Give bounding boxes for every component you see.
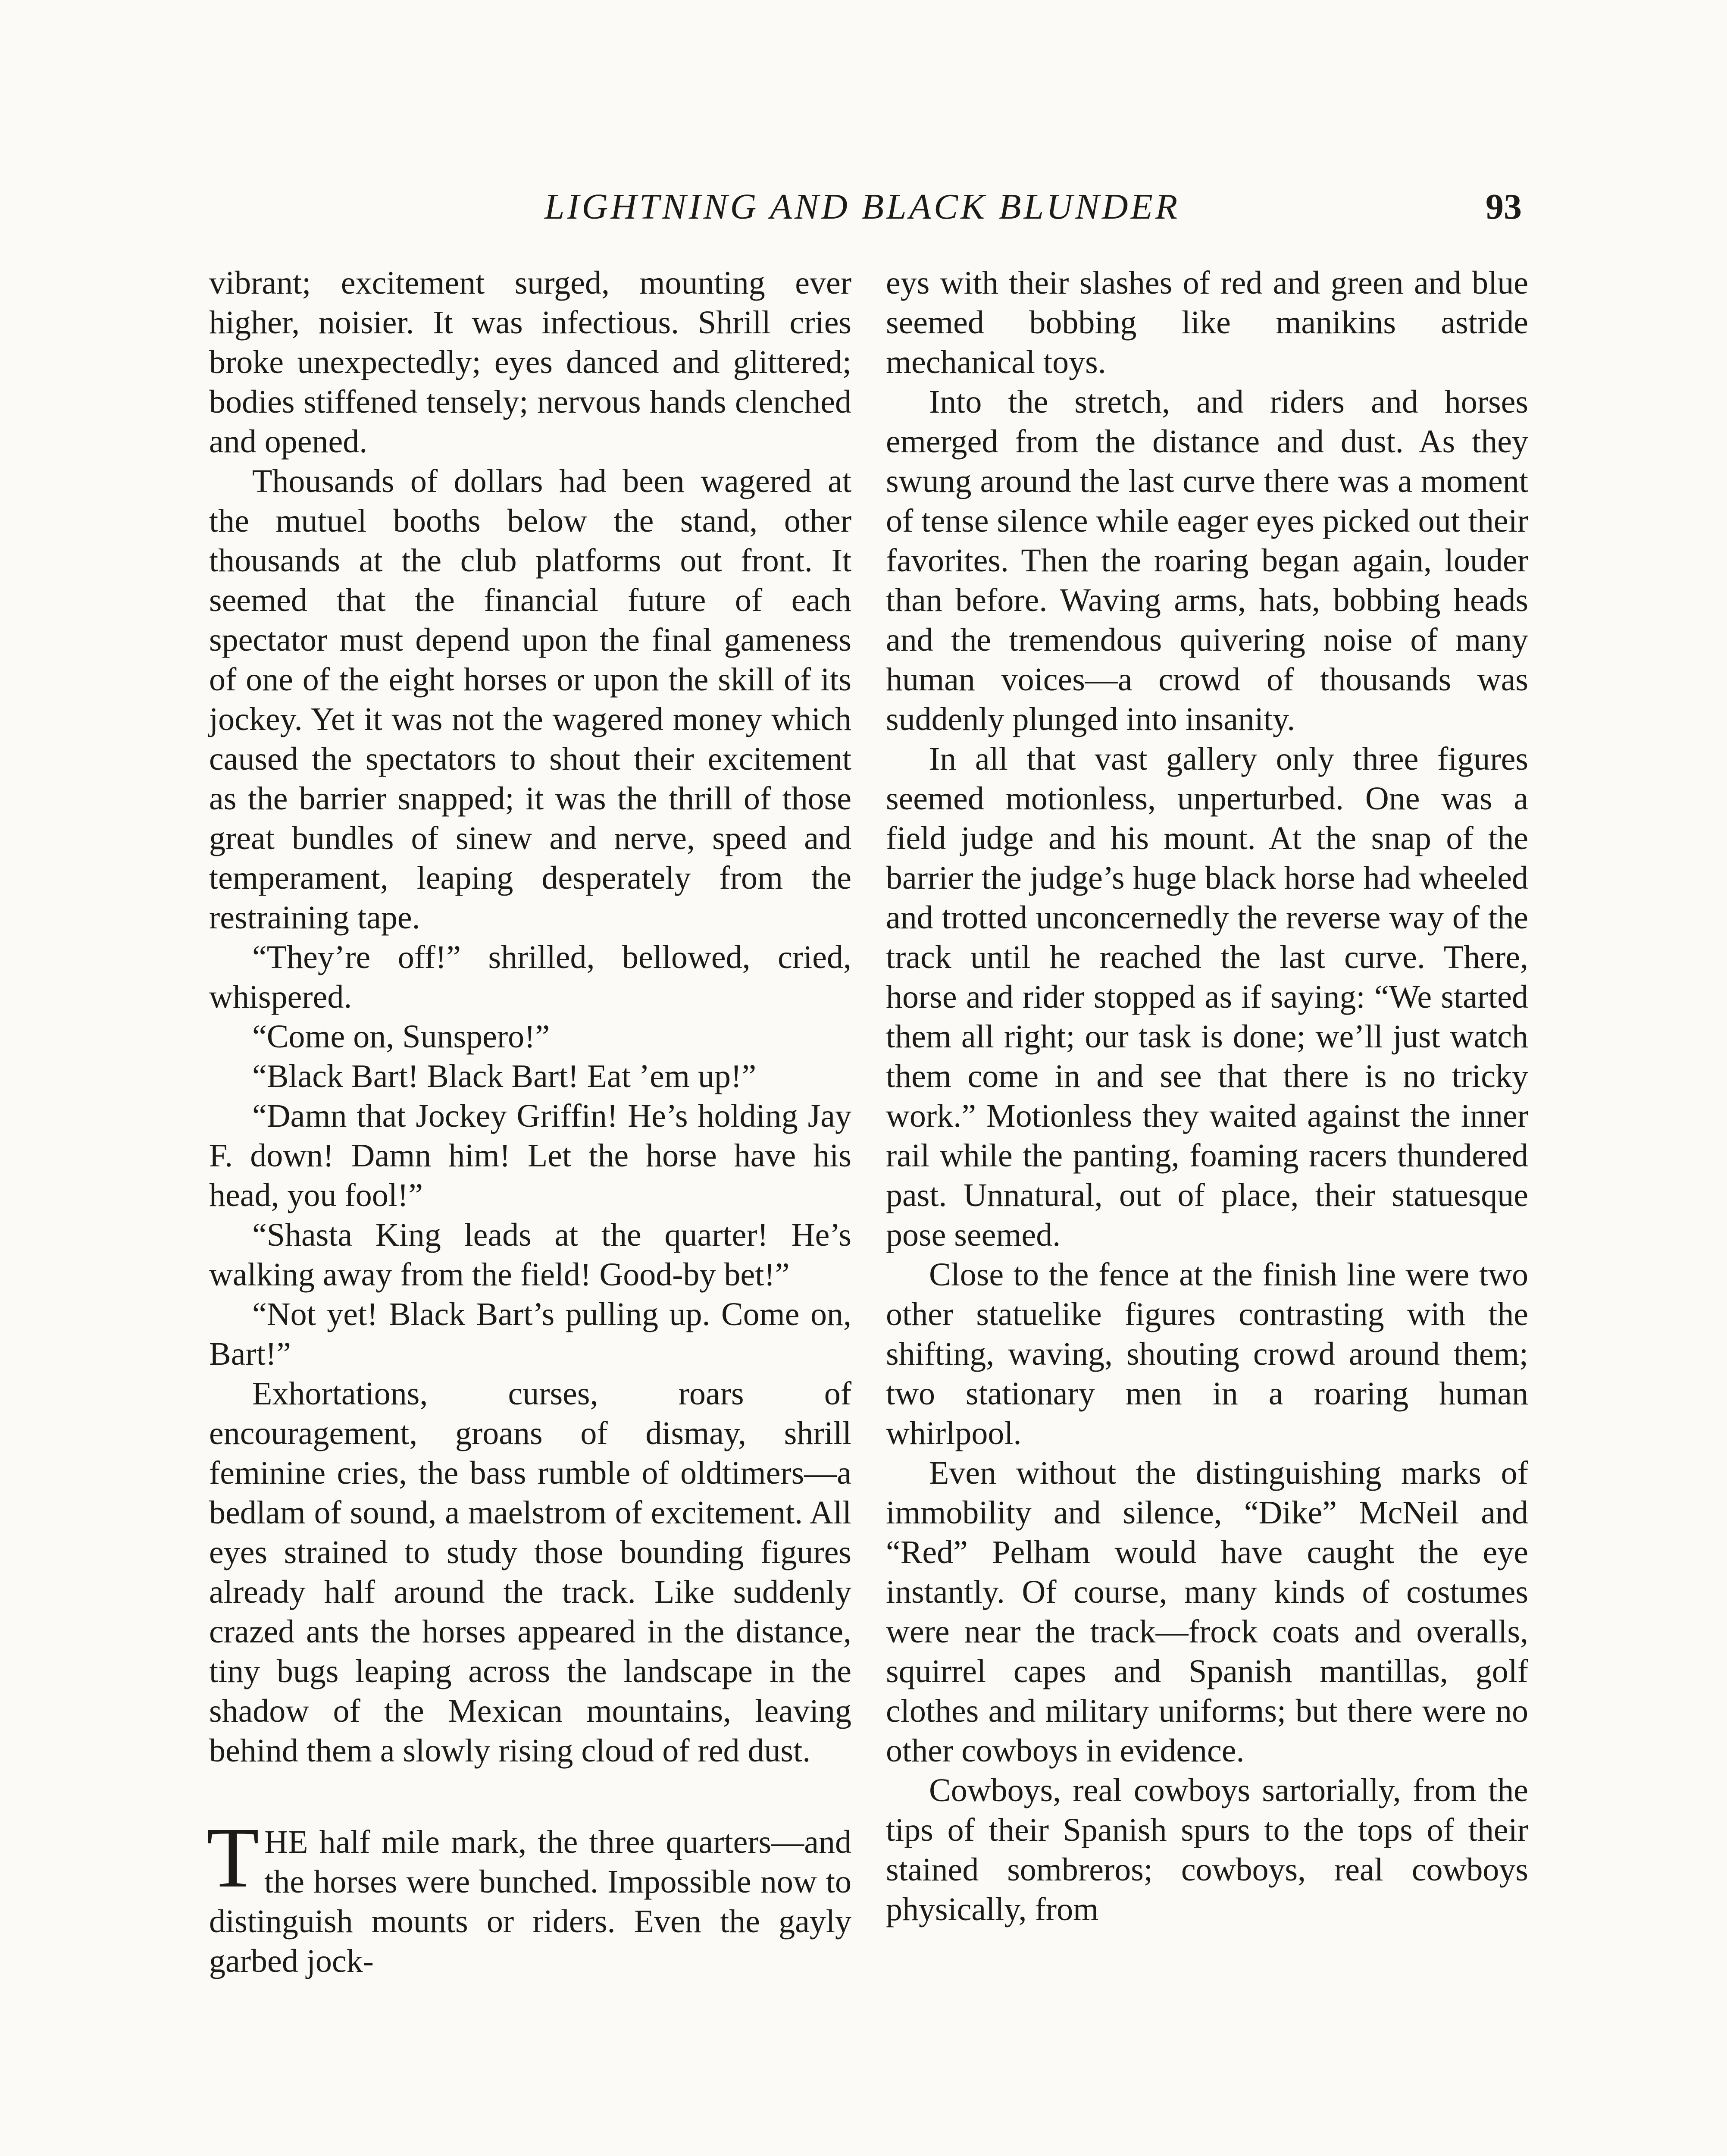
paragraph: “Damn that Jockey Griffin! He’s holding Jay F. down! Damn him! Let the horse have his head, you fool!” [209, 1098, 851, 1213]
paragraph: “Come on, Sunspero!” [252, 1018, 550, 1055]
paragraph: Even without the distinguishing marks of immobility and silence, “Dike” McNeil and “Red” Pelham would have caught the eye instantly. Of course, many kinds of costumes were near the track—frock coats and overalls, squirrel capes and Spanish mantillas, golf clothes and military uniforms; but there were no other cowboys in evidence. [886, 1455, 1528, 1769]
page-number: 93 [1486, 187, 1522, 227]
paragraph: Exhortations, curses, roars of encouragement, groans of dismay, shrill feminine cries, the bass rumble of oldtimers—a bedlam of sound, a maelstrom of excitement. All eyes strained to study those bounding figures already half around the track. Like suddenly crazed ants the horses appeared in the distance, tiny bugs leaping across the landscape in the shadow of the Mexican mountains, leaving behind them a slowly rising cloud of red dust. [209, 1376, 851, 1769]
running-title: LIGHTNING AND BLACK BLUNDER [544, 187, 1180, 227]
paragraph: Thousands of dollars had been wagered at the mutuel booths below the stand, other thousands at the club platforms out front. It seemed that the financial future of each spectator must depend upon the final gameness of one of the eight horses or upon the skill of its jockey. Yet it was not the wagered money which caused the spectators to shout their excitement as the barrier snapped; it was the thrill of those great bundles of sinew and nerve, speed and temperament, leaping desperately from the restraining tape. [209, 463, 851, 936]
left-column [206, 263, 851, 1981]
paragraph: vibrant; excitement surged, mounting ever higher, noisier. It was infectious. Shrill cries broke unexpectedly; eyes danced and glittered; bodies stiffened tensely; nervous hands clenched and opened. [209, 265, 851, 460]
paragraph: “Shasta King leads at the quarter! He’s walking away from the field! Good-by bet!” [209, 1217, 851, 1293]
paragraph: Cowboys, real cowboys sartorially, from the tips of their Spanish spurs to the tops of their stained sombreros; cowboys, real cowboys physically, from [886, 1772, 1528, 1927]
paragraph: “Black Bart! Black Bart! Eat ’em up!” [252, 1058, 757, 1094]
paragraph: “They’re off!” shrilled, bellowed, cried, whispered. [209, 939, 851, 1015]
section-spacer [209, 1771, 851, 1822]
paragraph: Into the stretch, and riders and horses emerged from the distance and dust. As they swung around the last curve there was a moment of tense silence while eager eyes picked out their favorites. Then the roaring began again, louder than before. Waving arms, hats, bobbing heads and the tremendous quivering noise of many human voices—a crowd of thousands was suddenly plunged into insanity. [886, 384, 1528, 737]
page-header [203, 181, 1522, 233]
paragraph: Close to the fence at the finish line were two other statuelike figures contrasting with the shifting, waving, shouting crowd around them; two stationary men in a roaring human whirlpool. [886, 1257, 1528, 1451]
drop-cap: T [206, 1810, 260, 1905]
section-opening-paragraph [206, 1810, 851, 1981]
paragraph: eys with their slashes of red and green and blue seemed bobbing like manikins astride mechanical toys. [886, 265, 1528, 380]
paragraph: “Not yet! Black Bart’s pulling up. Come on, Bart!” [209, 1296, 851, 1372]
section-opening-text: HE half mile mark, the three quarters—and the horses were bunched. Impossible now to distinguish mounts or riders. Even the gayly garbed jock- [209, 1824, 851, 1979]
right-column [886, 263, 1528, 1929]
paragraph: In all that vast gallery only three figures seemed motionless, unperturbed. One was a field judge and his mount. At the snap of the barrier the judge’s huge black horse had wheeled and trotted unconcernedly the reverse way of the track until he reached the last curve. There, horse and rider stopped as if saying: “We started them all right; our task is done; we’ll just watch them come in and see that there is no tricky work.” Motionless they waited against the inner rail while the panting, foaming racers thundered past. Unnatural, out of place, their statuesque pose seemed. [886, 741, 1528, 1253]
